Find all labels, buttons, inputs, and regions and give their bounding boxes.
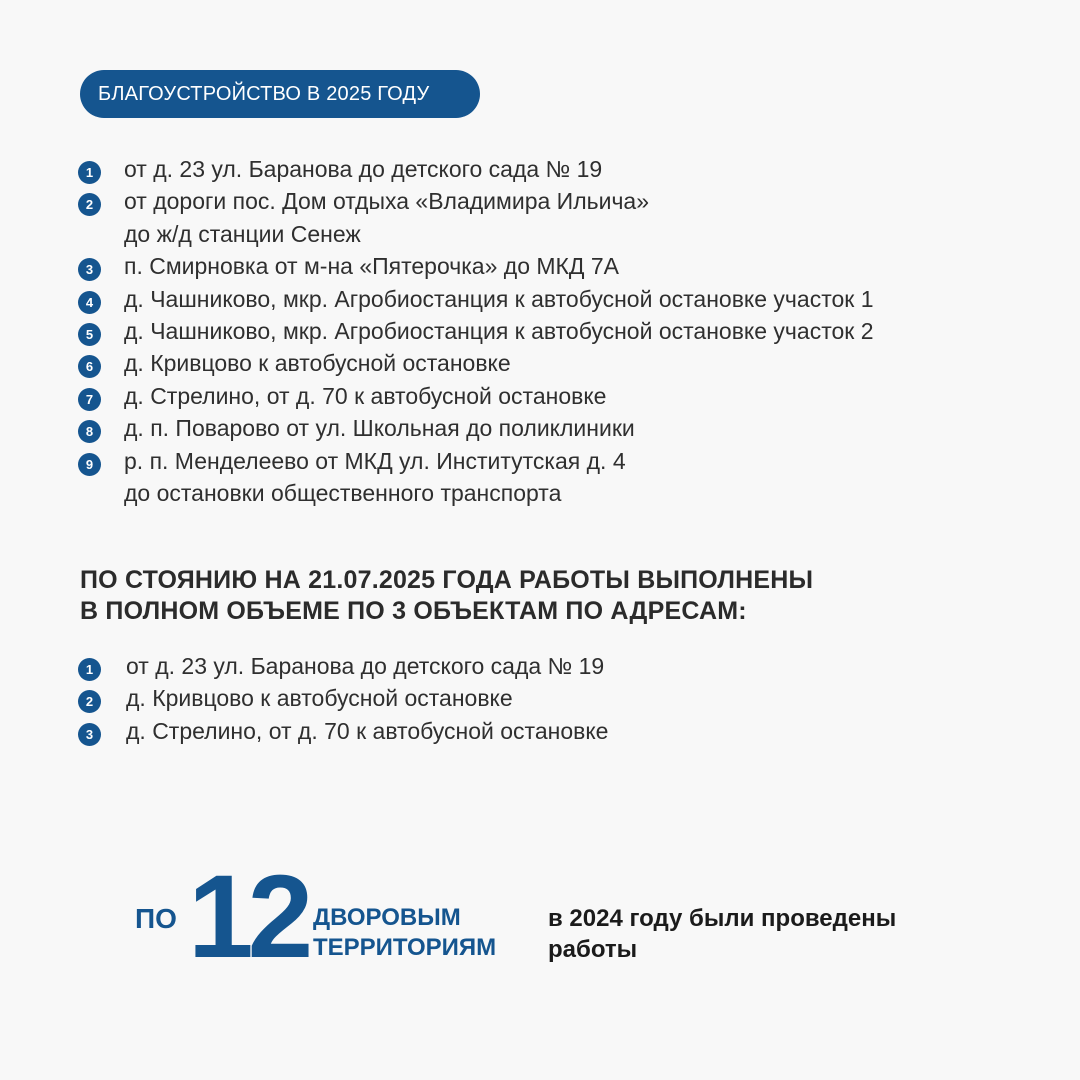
list-item-text [126, 715, 608, 747]
list-item-line: р. п. Менделеево от МКД ул. Институтская д. 4 [124, 447, 626, 474]
list-item-line: д. Стрелино, от д. 70 к автобусной остановке [124, 382, 607, 409]
number-badge: 8 [78, 420, 101, 443]
summary-prefix: ПО [135, 903, 177, 934]
list-item-line: до остановки общественного транспорта [124, 480, 562, 507]
number-badge: 1 [78, 658, 101, 681]
number-badge: 3 [78, 258, 101, 281]
summary-works-line-2: работы [548, 936, 638, 963]
projects-list [78, 153, 1068, 509]
project-item [78, 347, 1068, 379]
status-heading-line-1: ПО СТОЯНИЮ НА 21.07.2025 ГОДА РАБОТЫ ВЫПОЛНЕНЫ [80, 566, 814, 594]
status-heading [80, 565, 813, 627]
completed-item [78, 650, 978, 682]
list-item-text [124, 250, 619, 282]
project-item [78, 380, 1068, 412]
list-item-line: д. Кривцово к автобусной остановке [126, 685, 513, 712]
project-item [78, 412, 1068, 444]
section-badge-label: БЛАГОУСТРОЙСТВО В 2025 ГОДУ [98, 83, 430, 105]
list-item-line: от дороги пос. Дом отдыха «Владимира Ильича» [124, 188, 650, 215]
summary-territory-line-1: ДВОРОВЫМ [313, 904, 461, 931]
number-badge: 2 [78, 193, 101, 216]
list-item-line: д. п. Поварово от ул. Школьная до поликлиники [124, 415, 635, 442]
list-item-text [124, 412, 635, 444]
number-badge: 9 [78, 453, 101, 476]
number-badge: 4 [78, 291, 101, 314]
list-item-line: до ж/д станции Сенеж [124, 220, 361, 247]
list-item-text [124, 347, 511, 379]
list-item-line: д. Стрелино, от д. 70 к автобусной остановке [126, 717, 609, 744]
summary-works-line-1: в 2024 году были проведены [548, 905, 897, 932]
list-item-line: п. Смирновка от м-на «Пятерочка» до МКД 7А [124, 253, 620, 280]
completed-list [78, 650, 978, 747]
list-item-text [124, 185, 649, 250]
summary-count: 12 [188, 851, 308, 983]
list-item-line: д. Чашниково, мкр. Агробиостанция к автобусной остановке участок 1 [124, 285, 874, 312]
status-heading-line-2: В ПОЛНОМ ОБЪЕМЕ ПО 3 ОБЪЕКТАМ ПО АДРЕСАМ: [80, 597, 747, 625]
list-item-line: д. Чашниково, мкр. Агробиостанция к автобусной остановке участок 2 [124, 318, 874, 345]
summary-territory-line-2: ТЕРРИТОРИЯМ [313, 934, 497, 961]
project-item [78, 153, 1068, 185]
number-badge: 7 [78, 388, 101, 411]
project-item [78, 445, 1068, 510]
list-item-line: от д. 23 ул. Баранова до детского сада № 19 [124, 156, 603, 182]
list-item-text [124, 283, 874, 315]
section-badge [80, 70, 480, 118]
summary-territory [313, 903, 496, 963]
completed-item [78, 715, 978, 747]
list-item-text [126, 650, 604, 682]
number-badge: 1 [78, 161, 101, 184]
list-item-text [124, 315, 874, 347]
number-badge: 3 [78, 723, 101, 746]
list-item-line: от д. 23 ул. Баранова до детского сада № 19 [126, 653, 605, 679]
list-item-text [126, 682, 513, 714]
number-badge: 2 [78, 690, 101, 713]
project-item [78, 283, 1068, 315]
project-item [78, 185, 1068, 250]
list-item-line: д. Кривцово к автобусной остановке [124, 350, 511, 377]
list-item-text [124, 445, 626, 510]
project-item [78, 250, 1068, 282]
number-badge: 6 [78, 355, 101, 378]
project-item [78, 315, 1068, 347]
summary-works [548, 903, 896, 965]
list-item-text [124, 153, 602, 185]
list-item-text [124, 380, 606, 412]
number-badge: 5 [78, 323, 101, 346]
completed-item [78, 682, 978, 714]
